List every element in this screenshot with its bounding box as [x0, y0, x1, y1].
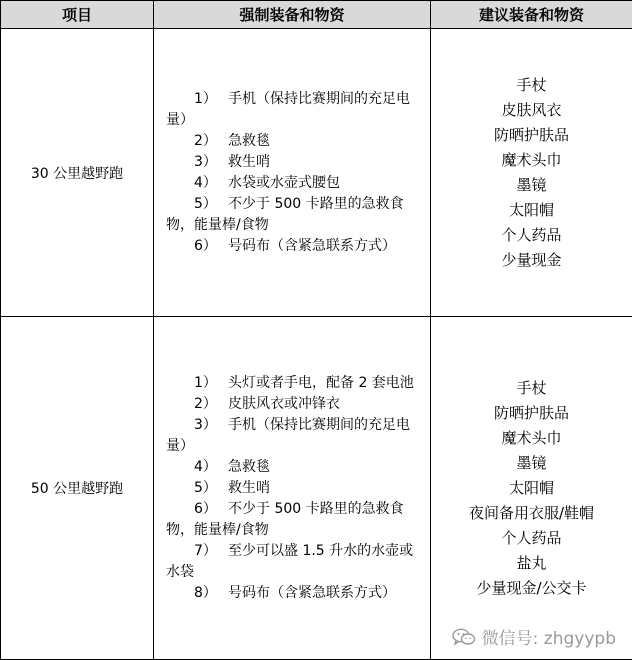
- list-item: [166, 583, 422, 604]
- list-item: 魔术头巾: [431, 426, 632, 451]
- item-text: 救生哨: [228, 480, 270, 496]
- required-list: [154, 373, 430, 604]
- item-number: 1）: [194, 373, 228, 394]
- list-item: [166, 173, 422, 194]
- list-item: [166, 236, 422, 257]
- list-item: [166, 152, 422, 173]
- item-number: 6）: [194, 236, 228, 257]
- header-item: 项目: [1, 1, 154, 29]
- item-number: 8）: [194, 583, 228, 604]
- suggested-cell: [431, 317, 632, 660]
- watermark-text: 微信号: zhgyypb: [482, 624, 616, 649]
- list-item: 太阳帽: [431, 198, 632, 223]
- item-number: 5）: [194, 478, 228, 499]
- list-item: 防晒护肤品: [431, 123, 632, 148]
- list-item: [166, 415, 422, 457]
- wechat-icon: [452, 628, 476, 646]
- table-row: [1, 29, 632, 317]
- item-number: 3）: [194, 152, 228, 173]
- list-item: 墨镜: [431, 451, 632, 476]
- required-cell: [154, 29, 431, 317]
- header-required: 强制装备和物资: [154, 1, 431, 29]
- item-number: 4）: [194, 173, 228, 194]
- item-cell: 30 公里越野跑: [1, 29, 154, 317]
- item-number: 4）: [194, 457, 228, 478]
- item-number: 5）: [194, 194, 228, 215]
- suggested-list: [431, 376, 632, 601]
- list-item: [166, 541, 422, 583]
- item-number: 2）: [194, 131, 228, 152]
- list-item: 墨镜: [431, 173, 632, 198]
- list-item: [166, 373, 422, 394]
- list-item: 手杖: [431, 376, 632, 401]
- list-item: [166, 194, 422, 236]
- suggested-cell: [431, 29, 632, 317]
- list-item: [166, 89, 422, 131]
- list-item: 个人药品: [431, 223, 632, 248]
- item-text: 不少于 500 卡路里的急救食物，能量棒/食物: [166, 501, 404, 538]
- item-text: 水袋或水壶式腰包: [228, 175, 340, 191]
- item-text: 不少于 500 卡路里的急救食物，能量棒/食物: [166, 196, 404, 233]
- item-text: 急救毯: [228, 133, 270, 149]
- item-text: 至少可以盛 1.5 升水的水壶或水袋: [166, 543, 413, 580]
- item-text: 救生哨: [228, 154, 270, 170]
- list-item: 防晒护肤品: [431, 401, 632, 426]
- item-number: 2）: [194, 394, 228, 415]
- list-item: 少量现金/公交卡: [431, 576, 632, 601]
- suggested-list: [431, 73, 632, 273]
- list-item: [166, 499, 422, 541]
- list-item: 皮肤风衣: [431, 98, 632, 123]
- list-item: 盐丸: [431, 551, 632, 576]
- watermark: [450, 623, 618, 650]
- list-item: 个人药品: [431, 526, 632, 551]
- item-text: 皮肤风衣或冲锋衣: [228, 396, 340, 412]
- list-item: [166, 457, 422, 478]
- list-item: 少量现金: [431, 248, 632, 273]
- item-text: 号码布（含紧急联系方式）: [228, 585, 396, 601]
- list-item: [166, 478, 422, 499]
- list-item: [166, 394, 422, 415]
- item-cell: 50 公里越野跑: [1, 317, 154, 660]
- item-text: 手机（保持比赛期间的充足电量）: [166, 417, 410, 454]
- item-number: 7）: [194, 541, 228, 562]
- item-text: 头灯或者手电，配备 2 套电池: [228, 375, 414, 391]
- list-item: 夜间备用衣服/鞋帽: [431, 501, 632, 526]
- table-header-row: [1, 1, 632, 29]
- item-text: 急救毯: [228, 459, 270, 475]
- item-number: 3）: [194, 415, 228, 436]
- table-row: [1, 317, 632, 660]
- item-number: 1）: [194, 89, 228, 110]
- required-cell: [154, 317, 431, 660]
- required-list: [154, 89, 430, 257]
- header-suggested: 建议装备和物资: [431, 1, 632, 29]
- item-text: 手机（保持比赛期间的充足电量）: [166, 91, 410, 128]
- list-item: 手杖: [431, 73, 632, 98]
- item-number: 6）: [194, 499, 228, 520]
- list-item: [166, 131, 422, 152]
- list-item: 魔术头巾: [431, 148, 632, 173]
- list-item: 太阳帽: [431, 476, 632, 501]
- item-text: 号码布（含紧急联系方式）: [228, 238, 396, 254]
